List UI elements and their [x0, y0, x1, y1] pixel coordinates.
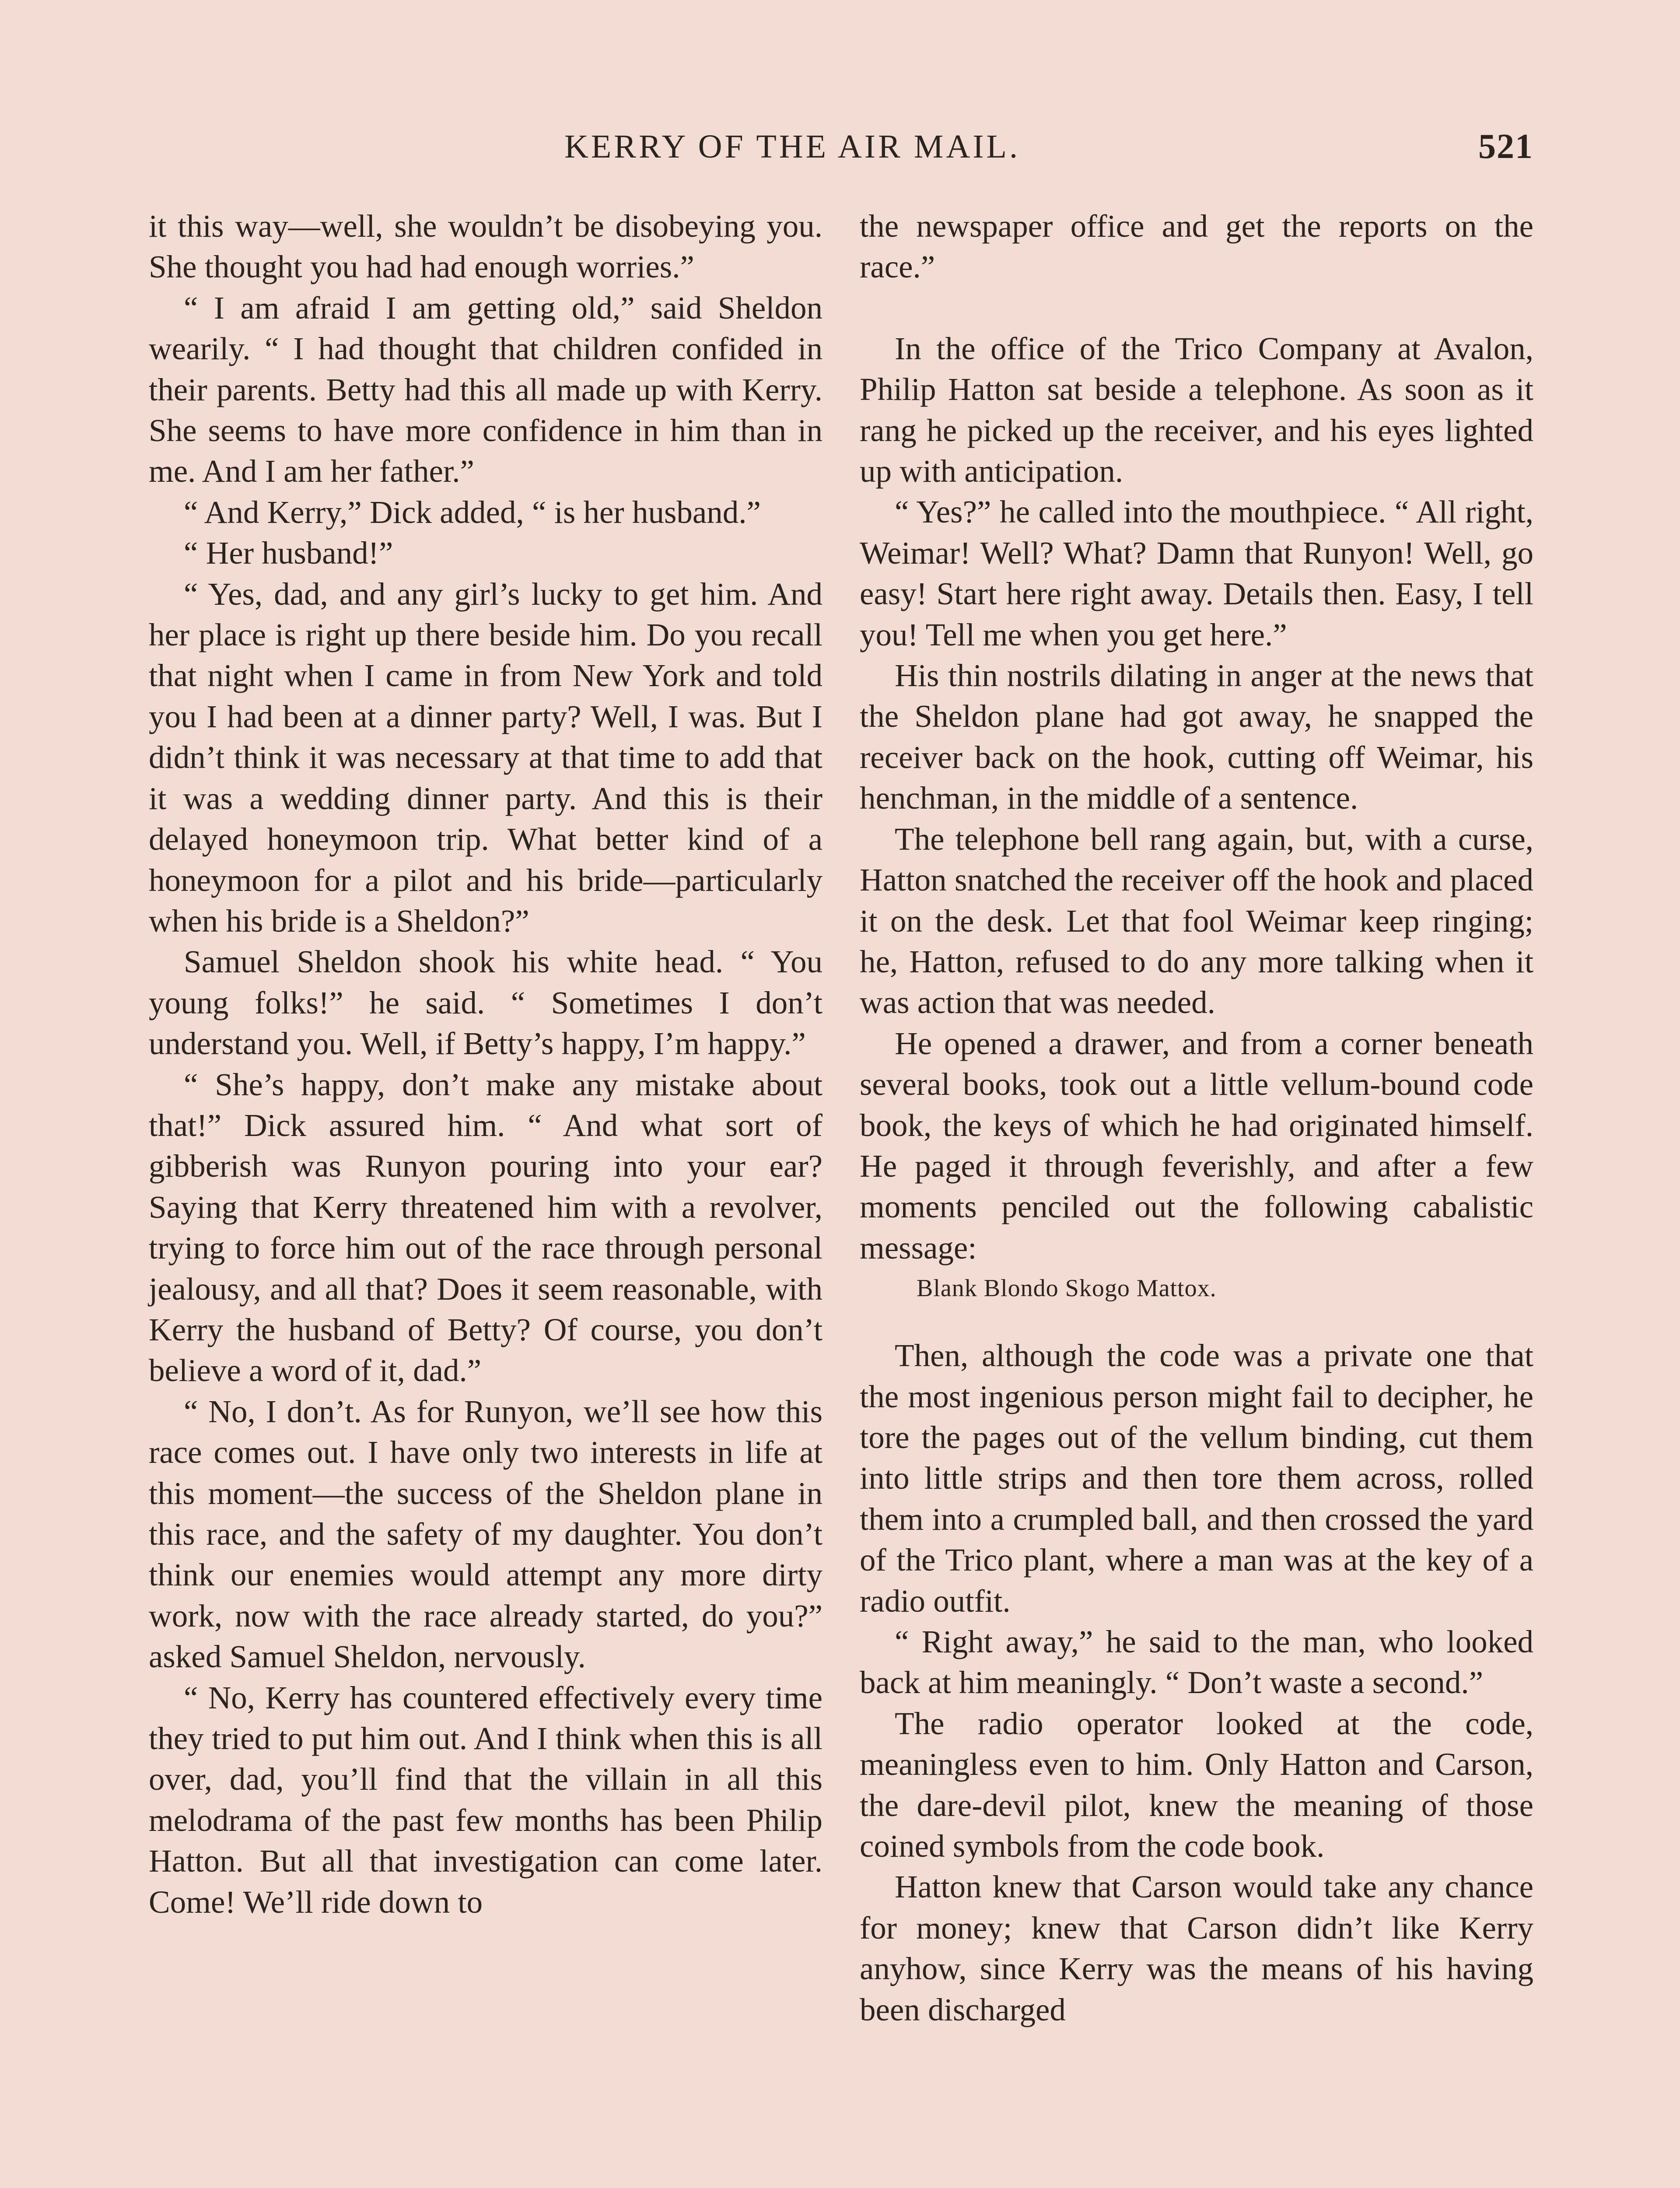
right-column: [860, 206, 1533, 2030]
paragraph: He opened a drawer, and from a corner beneath several books, took out a little vellum-bound code book, the keys of which he had originated himself. He paged it through feverishly, and after a few moments penciled out the following cabalistic message:: [860, 1025, 1533, 1266]
paragraph: “ She’s happy, don’t make any mistake about that!” Dick assured him. “ And what sort of gibberish was Runyon pouring into your ear? Saying that Kerry threatened him with a revolver, trying to force him out of the race through personal jealousy, and all that? Does it seem reasonable, with Kerry the husband of Betty? Of course, you don’t believe a word of it, dad.”: [149, 1066, 822, 1389]
paragraph: “ And Kerry,” Dick added, “ is her husband.”: [184, 494, 761, 530]
left-column: [149, 206, 822, 1922]
paragraph: “ I am afraid I am getting old,” said Sheldon wearily. “ I had thought that children confided in their parents. Betty had this all made up with Kerry. She seems to have more confidence in him than in me. And I am her father.”: [149, 290, 822, 489]
code-message: Blank Blondo Skogo Mattox.: [917, 1275, 1217, 1302]
paragraph: The telephone bell rang again, but, with a curse, Hatton snatched the receiver off the hook and placed it on the desk. Let that fool Weimar keep ringing; he, Hatton, refused to do any more talking when it was action that was needed.: [860, 821, 1533, 1020]
paragraph: “ No, Kerry has countered effectively every time they tried to put him out. And I think when this is all over, dad, you’ll find that the villain in all this melodrama of the past few months has been Philip Hatton. But all that investigation can come later. Come! We’ll ride down to: [149, 1680, 822, 1920]
paragraph: “ Right away,” he said to the man, who looked back at him meaningly. “ Don’t waste a second.”: [860, 1624, 1533, 1701]
paragraph: The radio operator looked at the code, meaningless even to him. Only Hatton and Carson, the dare-devil pilot, knew the meaning of those coined symbols from the code book.: [860, 1705, 1533, 1864]
running-head: KERRY OF THE AIR MAIL.: [564, 128, 1020, 165]
paragraph: “ Her husband!”: [184, 535, 393, 571]
paragraph: His thin nostrils dilating in anger at the news that the Sheldon plane had got away, he snapped the receiver back on the hook, cutting off Weimar, his henchman, in the middle of a sentence.: [860, 658, 1533, 816]
paragraph: it this way—well, she wouldn’t be disobeying you. She thought you had had enough worries.”: [149, 208, 822, 285]
paragraph: Samuel Sheldon shook his white head. “ You young folks!” he said. “ Sometimes I don’t understand you. Well, if Betty’s happy, I’m happy.”: [149, 944, 822, 1062]
paragraph: “ Yes, dad, and any girl’s lucky to get him. And her place is right up there beside him. Do you recall that night when I came in from New York and told you I had been at a dinner party? Well, I was. But I didn’t think it was necessary at that time to add that it was a wedding dinner party. And this is their delayed honeymoon trip. What better kind of a honeymoon for a pilot and his bride—particularly when his bride is a Sheldon?”: [149, 576, 822, 939]
paragraph: Hatton knew that Carson would take any chance for money; knew that Carson didn’t like Kerry anyhow, since Kerry was the means of his having been discharged: [860, 1869, 1533, 2027]
paragraph: the newspaper office and get the reports on the race.”: [860, 208, 1533, 285]
paragraph: Then, although the code was a private one that the most ingenious person might fail to decipher, he tore the pages out of the vellum binding, cut them into little strips and then tore them across, rolled them into a crumpled ball, and then crossed the yard of the Trico plant, where a man was at the key of a radio outfit.: [860, 1338, 1533, 1619]
page-number: 521: [1478, 127, 1533, 166]
paragraph: “ Yes?” he called into the mouthpiece. “ All right, Weimar! Well? What? Damn that Runyon! Well, go easy! Start here right away. Details then. Easy, I tell you! Tell me when you get here.”: [860, 494, 1533, 652]
paragraph: “ No, I don’t. As for Runyon, we’ll see how this race comes out. I have only two interests in life at this moment—the success of the Sheldon plane in this race, and the safety of my daughter. You don’t think our enemies would attempt any more dirty work, now with the race already started, do you?” asked Samuel Sheldon, nervously.: [149, 1393, 822, 1675]
paragraph: In the office of the Trico Company at Avalon, Philip Hatton sat beside a telephone. As soon as it rang he picked up the receiver, and his eyes lighted up with anticipation.: [860, 330, 1533, 489]
